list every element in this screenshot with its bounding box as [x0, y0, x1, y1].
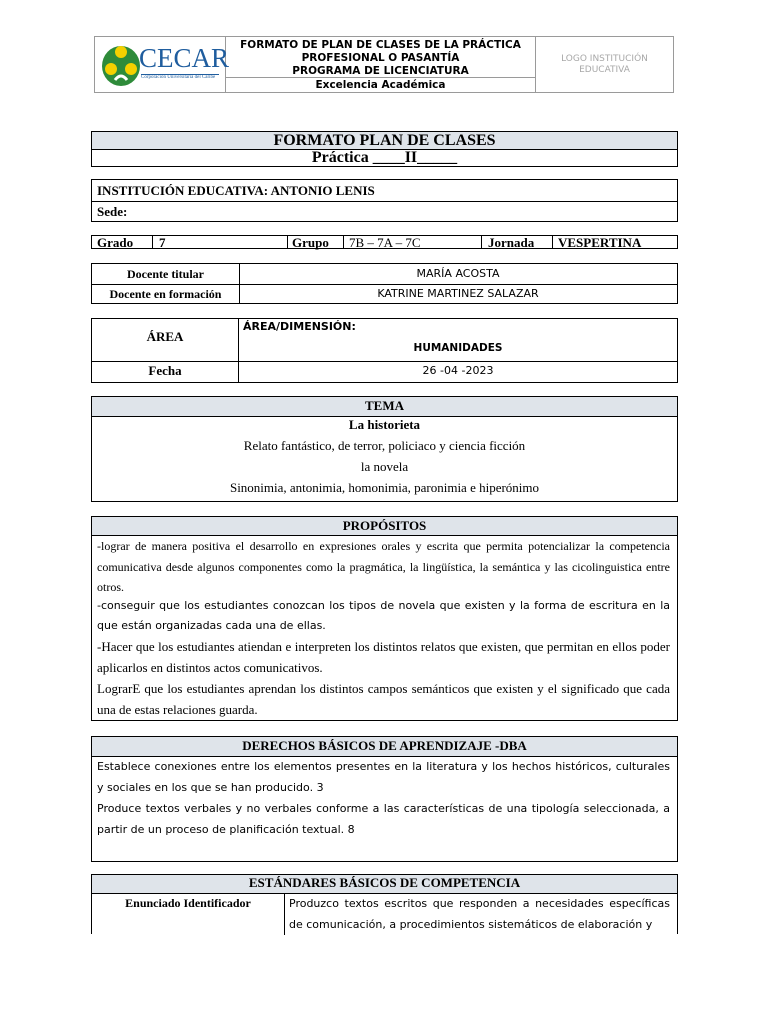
dba-1: Establece conexiones entre los elementos presentes en la literatura y los hechos históricos, culturales y sociales en los que se han producido. 3 [97, 760, 670, 794]
proposito-3: -Hacer que los estudiantes atiendan e interpreten los distintos relatos que existen, que permitan en ellos poder aplicarlos en distintos actos comunicativos. [97, 639, 670, 675]
estandares-col-divider [284, 894, 285, 935]
fecha-label: Fecha [148, 363, 182, 378]
form-title-box [91, 131, 678, 167]
header-subtitle: Excelencia Académica [315, 79, 446, 91]
header-title-line-1: FORMATO DE PLAN DE CLASES DE LA PRÁCTICA [240, 39, 521, 51]
tema-title: La historieta [348, 417, 421, 432]
propositos-section [91, 516, 678, 721]
grupo-value: 7B – 7A – 7C [349, 235, 421, 250]
grade-sep-3 [343, 236, 344, 248]
dba-section [91, 736, 678, 862]
grado-label: Grado [97, 235, 134, 250]
area-col-divider [238, 319, 239, 382]
tema-heading: TEMA [92, 397, 677, 417]
cecar-logo-icon [100, 42, 142, 88]
estandares-label: Enunciado Identificador [125, 896, 251, 910]
tema-section [91, 396, 678, 502]
estandares-value: Produzco textos escritos que responden a necesidades específicas de comunicación, a procedimientos sistemáticos de elaboración y [289, 897, 670, 931]
header-title-line-2: PROFESIONAL O PASANTÍA [301, 52, 460, 64]
header-logo-cell [95, 37, 230, 92]
header-divider [226, 77, 535, 78]
grade-sep-2 [287, 236, 288, 248]
teachers-col-divider [239, 264, 240, 303]
estandares-heading: ESTÁNDARES BÁSICOS DE COMPETENCIA [92, 875, 677, 894]
grupo-label: Grupo [292, 235, 329, 250]
dba-2: Produce textos verbales y no verbales conforme a las características de una tipología seleccionada, a partir de un proceso de planificación textual. 8 [97, 802, 670, 836]
grade-sep-1 [152, 236, 153, 248]
tema-line-2: la novela [360, 459, 409, 474]
grade-row [91, 235, 678, 249]
estandares-section [91, 874, 678, 934]
proposito-4: LograrE que los estudiantes aprendan los distintos campos semánticos que existen y el significado que cada una de estas relaciones guarda. [97, 681, 670, 717]
logo-placeholder-line-1: LOGO INSTITUCIÓN [561, 54, 648, 64]
grado-value: 7 [159, 235, 166, 250]
proposito-1: -lograr de manera positiva el desarrollo en expresiones orales y escrita que permita potencializar la competencia comunicativa desde algunos componentes como la pragmática, la lingüística, la semántica y las cicolinguistica entre otros. [97, 539, 670, 594]
form-title-line-2: Práctica ____II_____ [311, 149, 458, 166]
header-title-cell [226, 37, 536, 92]
logo-placeholder-line-2: EDUCATIVA [579, 65, 630, 75]
dimension-value: HUMANIDADES [413, 342, 503, 354]
institution-box [91, 179, 678, 222]
jornada-value: VESPERTINA [558, 235, 642, 250]
dimension-label: ÁREA/DIMENSIÓN: [243, 320, 356, 333]
header-title-line-3: PROGRAMA DE LICENCIATURA [292, 65, 469, 77]
proposito-2: -conseguir que los estudiantes conozcan los tipos de novela que existen y la forma de escritura en la que están organizadas cada una de ellas. [97, 599, 670, 632]
dba-heading: DERECHOS BÁSICOS DE APRENDIZAJE -DBA [92, 737, 677, 757]
tema-line-1: Relato fantástico, de terror, policiaco y ciencia ficción [243, 438, 526, 453]
document-header [94, 36, 674, 93]
logo-subtext: Corporación Universitaria del Caribe [141, 75, 216, 80]
logo-text: CECAR [139, 43, 230, 73]
institution-divider [92, 201, 677, 202]
formacion-value: KATRINE MARTINEZ SALAZAR [377, 287, 539, 300]
institution-label: INSTITUCIÓN EDUCATIVA: ANTONIO LENIS [97, 183, 375, 198]
titular-value: MARÍA ACOSTA [416, 267, 500, 280]
formacion-label: Docente en formación [109, 287, 222, 301]
tema-line-3: Sinonimia, antonimia, homonimia, paronimia e hiperónimo [229, 480, 540, 495]
form-title-line-1: FORMATO PLAN DE CLASES [92, 132, 677, 150]
area-table [91, 318, 678, 383]
jornada-label: Jornada [488, 235, 535, 250]
titular-label: Docente titular [127, 267, 204, 281]
grade-sep-4 [481, 236, 482, 248]
teachers-table [91, 263, 678, 304]
propositos-heading: PROPÓSITOS [92, 517, 677, 536]
fecha-value: 26 -04 -2023 [422, 364, 494, 377]
institution-logo-placeholder [536, 37, 673, 92]
grade-sep-5 [552, 236, 553, 248]
sede-label: Sede: [97, 204, 128, 219]
area-label: ÁREA [146, 329, 184, 344]
